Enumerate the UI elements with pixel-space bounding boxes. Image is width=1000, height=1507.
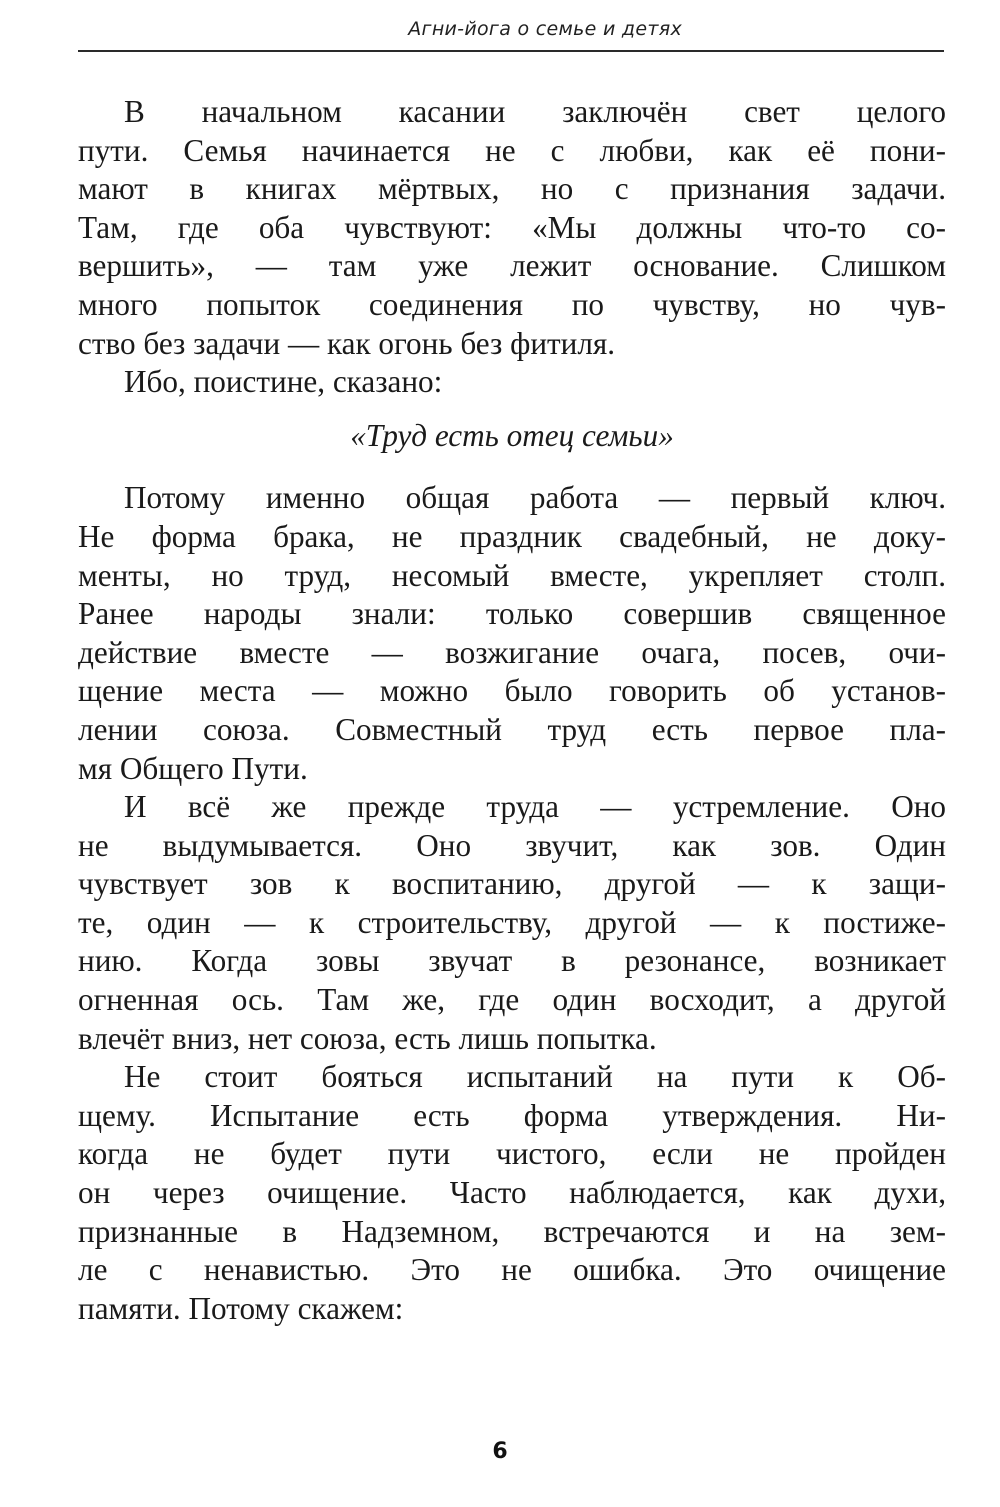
running-title: Агни-йога о семье и детях	[408, 18, 682, 40]
text-line: огненная ось. Там же, где один восходит, а другой	[78, 982, 946, 1018]
text-line: ство без задачи — как огонь без фитиля.	[78, 325, 616, 361]
quote-paragraph	[78, 417, 946, 456]
text-line: нию. Когда зовы звучат в резонансе, возникает	[78, 943, 946, 979]
text-line: Там, где оба чувствуют: «Мы должны что-то со-	[78, 209, 946, 245]
paragraph-4	[78, 788, 946, 1058]
paragraph-5	[78, 1058, 946, 1328]
text-line: памяти. Потому скажем:	[78, 1290, 404, 1326]
text-line: ле с ненавистью. Это не ошибка. Это очищение	[78, 1252, 946, 1288]
text-line: не выдумывается. Оно звучит, как зов. Один	[78, 827, 946, 863]
running-header	[78, 18, 944, 54]
text-line: признанные в Надземном, встречаются и на зем-	[78, 1213, 946, 1249]
text-line: лении союза. Совместный труд есть первое пла-	[78, 711, 946, 747]
text-line: Ранее народы знали: только совершив священное	[78, 596, 946, 632]
text-line: мя Общего Пути.	[78, 750, 308, 786]
header-rule	[78, 50, 944, 52]
text-line: В начальном касании заключён свет целого	[124, 94, 946, 129]
text-line: Не форма брака, не праздник свадебный, не доку-	[78, 518, 946, 554]
text-line: он через очищение. Часто наблюдается, как духи,	[78, 1175, 946, 1211]
body-text	[78, 93, 946, 1328]
text-line: мают в книгах мёртвых, но с признания задачи.	[78, 171, 946, 207]
block-quote: «Труд есть отец семьи»	[350, 417, 674, 453]
text-line: вершить», — там уже лежит основание. Слишком	[78, 248, 946, 284]
text-line: менты, но труд, несомый вместе, укрепляет столп.	[78, 557, 946, 593]
text-line: щение места — можно было говорить об установ-	[78, 673, 946, 709]
text-line: когда не будет пути чистого, если не пройден	[78, 1136, 946, 1172]
text-line: щему. Испытание есть форма утверждения. Ни-	[78, 1097, 946, 1133]
text-line: влечёт вниз, нет союза, есть лишь попытка.	[78, 1020, 657, 1056]
page-number: 6	[492, 1439, 508, 1464]
text-line: те, один — к строительству, другой — к постиже-	[78, 904, 946, 940]
paragraph-1	[78, 93, 946, 363]
text-line: Потому именно общая работа — первый ключ.	[124, 480, 946, 516]
text-line: И всё же прежде труда — устремление. Оно	[124, 789, 946, 825]
text-line: много попыток соединения по чувству, но чув-	[78, 286, 946, 322]
text-line: пути. Семья начинается не с любви, как её пони-	[78, 132, 946, 168]
text-line: Не стоит бояться испытаний на пути к Об-	[124, 1059, 946, 1095]
text-line: действие вместе — возжигание очага, посев, очи-	[78, 634, 946, 670]
text-line: чувствует зов к воспитанию, другой — к защи-	[78, 866, 946, 902]
paragraph-2	[78, 363, 946, 402]
text-line: Ибо, поистине, сказано:	[124, 364, 443, 400]
paragraph-3	[78, 479, 946, 788]
